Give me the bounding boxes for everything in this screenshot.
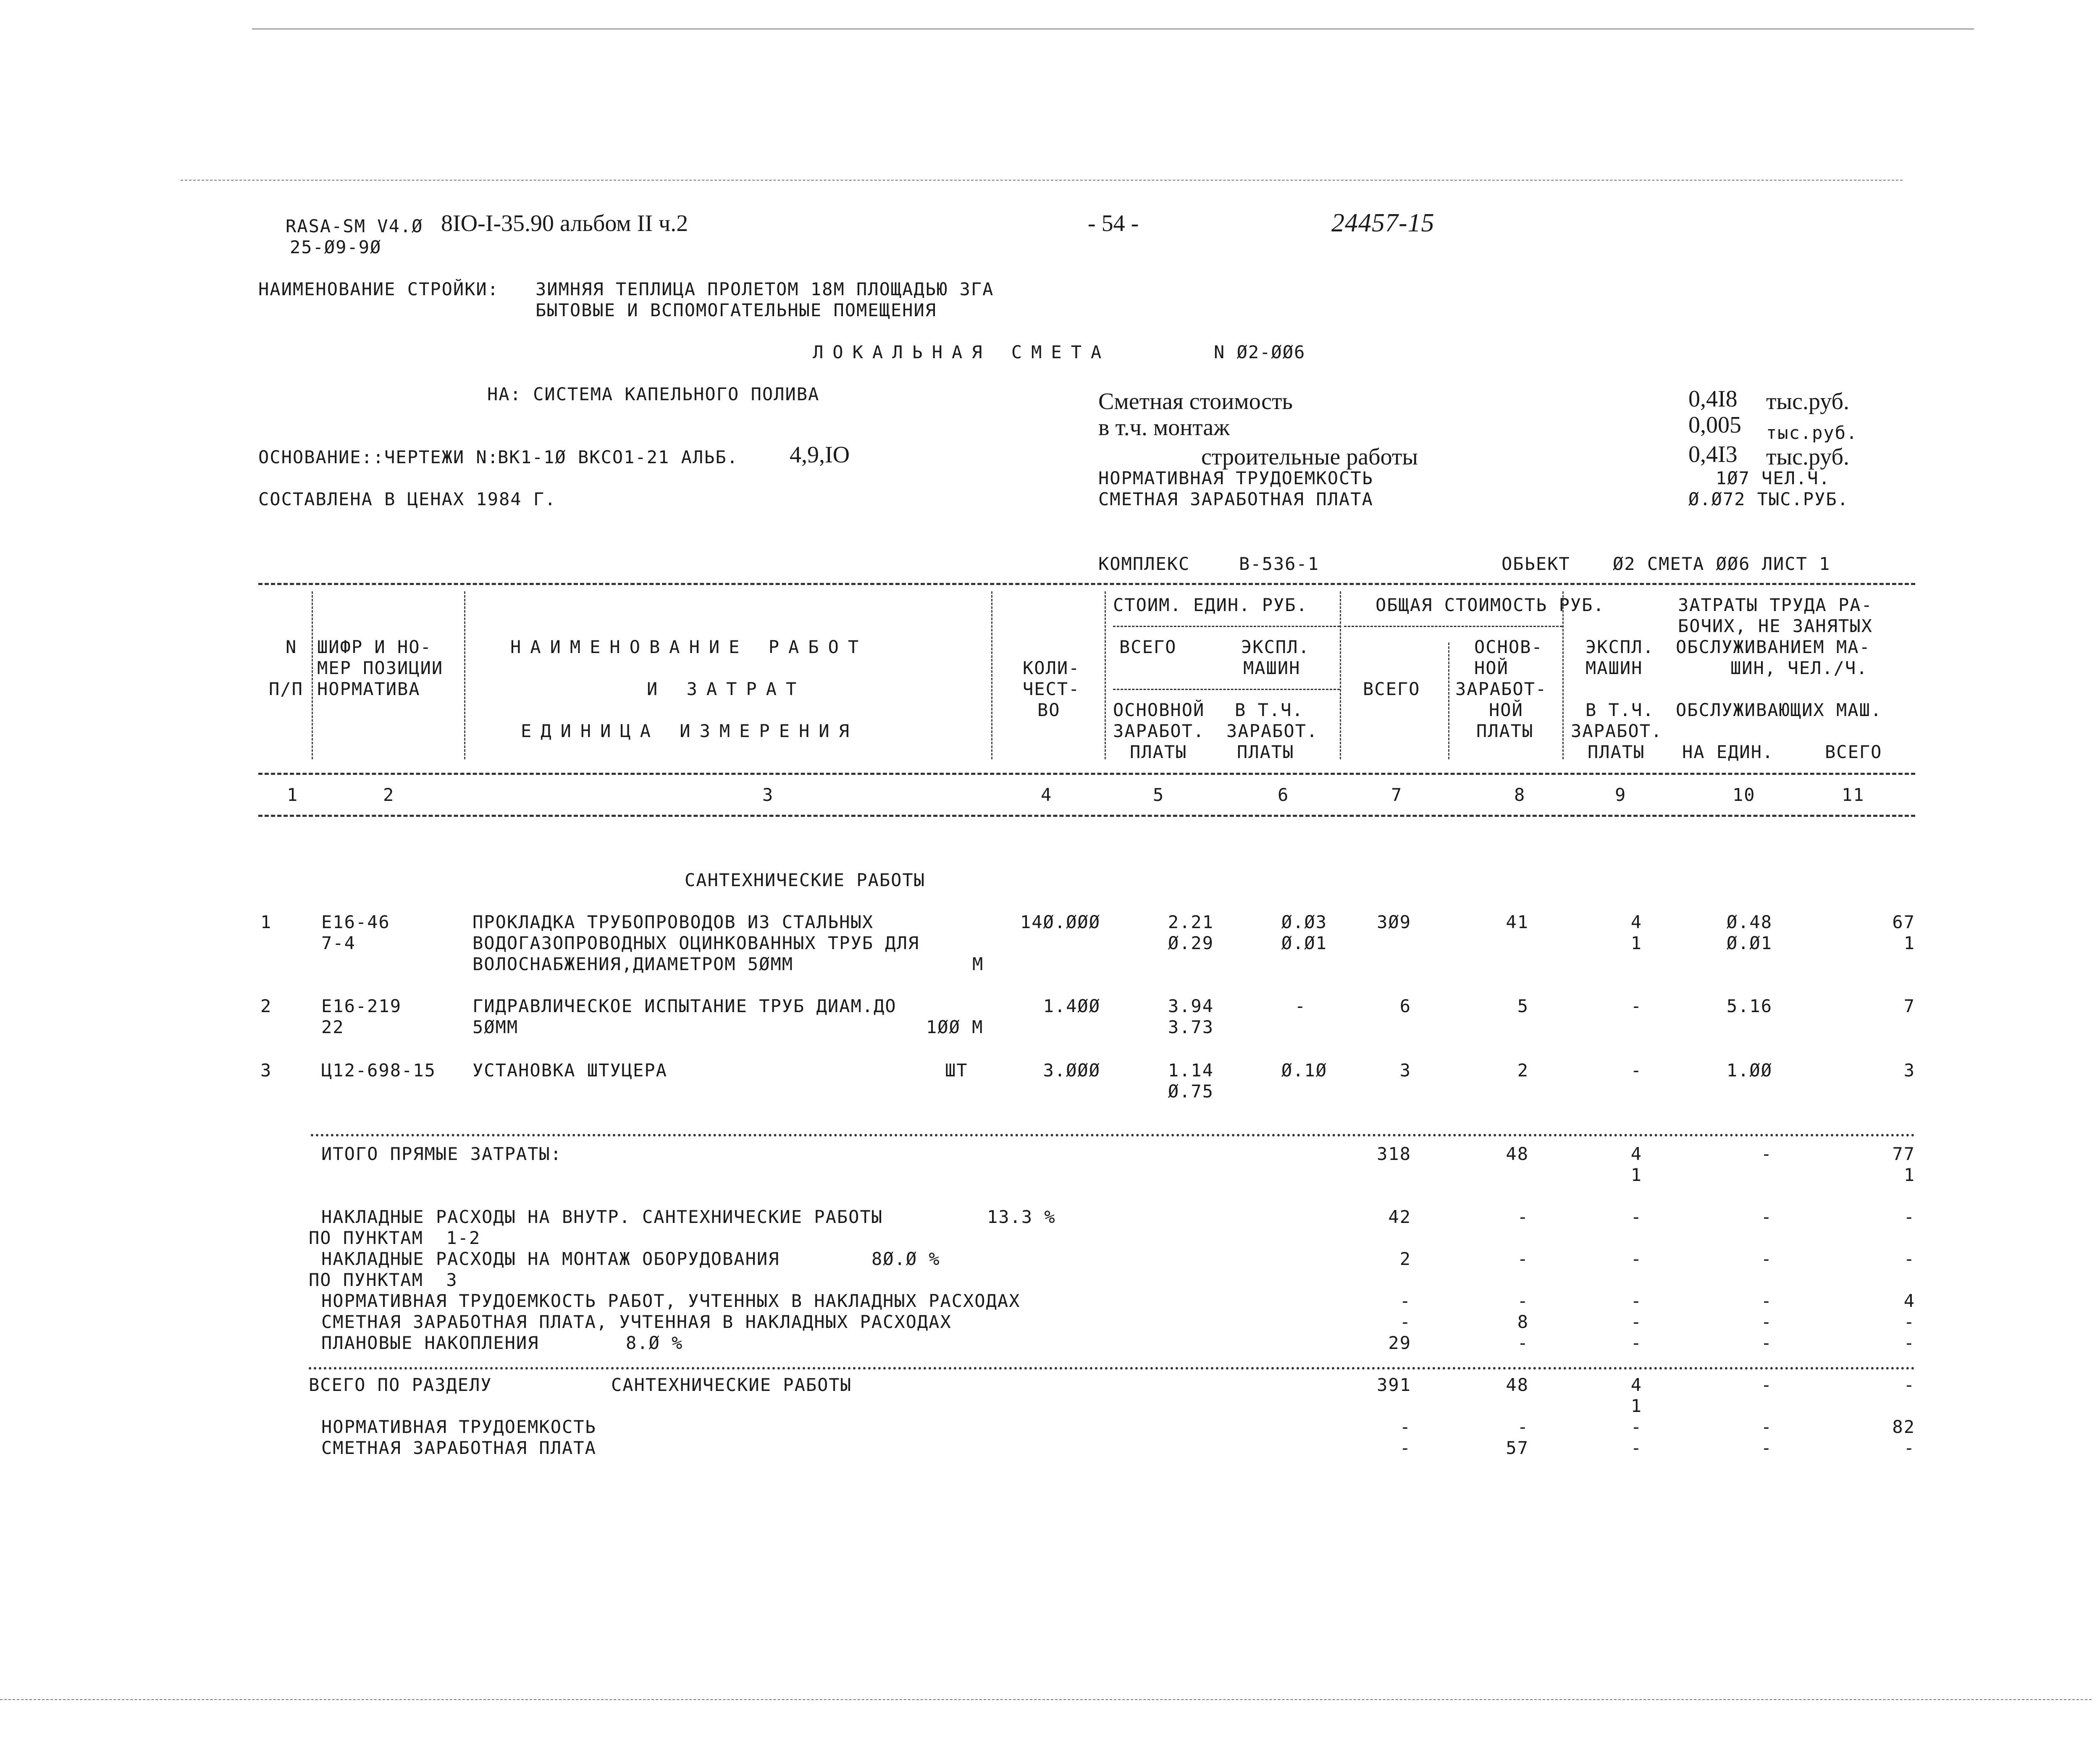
row1-c11-b: 1 [1903, 933, 1915, 953]
hdr-col3-b: И ЗАТРАТ [647, 679, 806, 699]
summary-mount-label: в т.ч. монтаж [1098, 415, 1230, 441]
hdr-unit-total: ВСЕГО [1119, 637, 1177, 657]
basis-handwritten: 4,9,IO [790, 442, 850, 468]
overhead2-c11: - [1903, 1249, 1915, 1269]
estimate-subject: НА: СИСТЕМА КАПЕЛЬНОГО ПОЛИВА [487, 384, 820, 404]
hdr-col3-c: ЕДИНИЦА ИЗМЕРЕНИЯ [521, 721, 858, 741]
row1-c11-a: 67 [1892, 912, 1915, 932]
colnum-bottom-rule [258, 815, 1915, 817]
row3-unit: ШТ [945, 1060, 968, 1081]
colnum-10: 10 [1732, 785, 1756, 805]
row2-c11: 7 [1903, 996, 1915, 1016]
col-sep-1 [312, 591, 313, 759]
print-date: 25-Ø9-9Ø [290, 237, 382, 257]
savings-c8: - [1517, 1333, 1529, 1353]
savings-c9: - [1630, 1333, 1642, 1353]
hdr-col1-n: N [286, 637, 297, 657]
row2-c9: - [1630, 996, 1642, 1016]
hdr-unit-incl-a: В Т.Ч. [1235, 700, 1304, 720]
construction-line-1: ЗИМНЯЯ ТЕПЛИЦА ПРОЛЕТОМ 18М ПЛОЩАДЬЮ 3ГА [536, 279, 994, 299]
hdr-col2-a: ШИФР И НО- [317, 637, 432, 657]
wage-c10: - [1761, 1438, 1772, 1458]
hdr-unit-basic-b: ЗАРАБОТ. [1113, 721, 1205, 741]
row3-qty: 3.ØØØ [1043, 1060, 1100, 1081]
estimate-number: N Ø2-ØØ6 [1214, 342, 1306, 362]
hdr-per-unit: НА ЕДИН. [1682, 742, 1774, 762]
row1-name-a: ПРОКЛАДКА ТРУБОПРОВОДОВ ИЗ СТАЛЬНЫХ [472, 912, 874, 932]
col-sep-6 [1340, 591, 1341, 759]
scan-bottom-rule [0, 1699, 2092, 1700]
colnum-3: 3 [762, 785, 774, 805]
hdr-total-basic-d: НОЙ [1489, 700, 1523, 720]
hdr-total-basic-e: ПЛАТЫ [1476, 721, 1534, 741]
estimate-title: ЛОКАЛЬНАЯ СМЕТА [813, 342, 1111, 362]
price-basis: СОСТАВЛЕНА В ЦЕНАХ 1984 Г. [258, 489, 556, 509]
row2-n: 2 [260, 996, 272, 1016]
overhead1-label: НАКЛАДНЫЕ РАСХОДЫ НА ВНУТР. САНТЕХНИЧЕСКИЕ РАБОТЫ [321, 1207, 883, 1227]
row1-c5-a: 2.21 [1168, 912, 1214, 932]
summary-mount-unit: тыс.руб. [1766, 422, 1858, 443]
overhead1-pct: 13.3 % [987, 1207, 1056, 1227]
basis-value: ВК1-1Ø ВКСО1-21 АЛЬБ. [498, 447, 739, 467]
row3-c10: 1.ØØ [1726, 1060, 1772, 1081]
hdr-labor-total: ВСЕГО [1825, 742, 1882, 762]
object-label: ОБЬЕКТ [1502, 554, 1570, 574]
hdr-unit-basic-c: ПЛАТЫ [1130, 742, 1187, 762]
norm-in-overhead-c9: - [1630, 1291, 1642, 1311]
row1-c10-a: Ø.48 [1726, 912, 1772, 932]
hdr-total-all: ВСЕГО [1363, 679, 1420, 699]
row3-c11: 3 [1903, 1060, 1915, 1081]
hdr-unit-mid-rule [1113, 689, 1340, 690]
col-sep-9 [1562, 591, 1564, 759]
hdr-total-cost-rule [1344, 626, 1562, 627]
norm-c7: - [1399, 1417, 1411, 1437]
summary-mount-value: 0,005 [1688, 412, 1741, 438]
row1-qty: 14Ø.ØØØ [1020, 912, 1100, 932]
colnum-7: 7 [1391, 785, 1403, 805]
section-total-c9-a: 4 [1630, 1375, 1642, 1395]
hdr-col2-c: НОРМАТИВА [317, 679, 420, 699]
basis-label: ОСНОВАНИЕ::ЧЕРТЕЖИ N: [258, 447, 499, 467]
hdr-total-cost: ОБЩАЯ СТОИМОСТЬ РУБ. [1376, 595, 1605, 615]
wage-c7: - [1399, 1438, 1411, 1458]
row1-c9-b: 1 [1630, 933, 1642, 953]
header-top-rule [258, 583, 1915, 585]
wage-in-overhead-c10: - [1761, 1312, 1772, 1332]
summary-labor-value: 1Ø7 ЧЕЛ.Ч. [1716, 468, 1830, 488]
document-number: 24457-15 [1331, 209, 1435, 237]
savings-c7: 29 [1388, 1333, 1411, 1353]
direct-c11-a: 77 [1892, 1144, 1915, 1164]
colnum-1: 1 [287, 785, 299, 805]
colnum-8: 8 [1514, 785, 1526, 805]
wage-in-overhead-c7: - [1399, 1312, 1411, 1332]
page-number: - 54 - [1088, 210, 1139, 236]
row2-qty: 1.4ØØ [1043, 996, 1100, 1016]
row3-c9: - [1630, 1060, 1642, 1081]
overhead1-c10: - [1761, 1207, 1772, 1227]
row2-name-a: ГИДРАВЛИЧЕСКОЕ ИСПЫТАНИЕ ТРУБ ДИАМ.ДО [472, 996, 897, 1016]
row3-n: 3 [260, 1060, 272, 1081]
totals-dotted-rule [311, 1134, 1915, 1136]
construction-line-2: БЫТОВЫЕ И ВСПОМОГАТЕЛЬНЫЕ ПОМЕЩЕНИЯ [536, 300, 937, 320]
col-sep-3 [991, 591, 992, 759]
row2-c7: 6 [1399, 996, 1411, 1016]
wage-label: СМЕТНАЯ ЗАРАБОТНАЯ ПЛАТА [321, 1438, 596, 1458]
overhead1-c8: - [1517, 1207, 1529, 1227]
wage-in-overhead-c11: - [1903, 1312, 1915, 1332]
row2-unit: 1ØØ М [926, 1017, 984, 1037]
row2-c8: 5 [1517, 996, 1529, 1016]
wage-c11: - [1903, 1438, 1915, 1458]
row1-c7: 3Ø9 [1377, 912, 1411, 932]
hdr-unit-cost-rule [1113, 626, 1340, 627]
row1-name-b: ВОДОГАЗОПРОВОДНЫХ ОЦИНКОВАННЫХ ТРУБ ДЛЯ [472, 933, 920, 953]
overhead2-label: НАКЛАДНЫЕ РАСХОДЫ НА МОНТАЖ ОБОРУДОВАНИЯ [321, 1249, 780, 1269]
hdr-col2-b: МЕР ПОЗИЦИИ [317, 658, 444, 678]
direct-c9-b: 1 [1630, 1165, 1642, 1185]
hdr-labor-d: ШИН, ЧЕЛ./Ч. [1730, 658, 1868, 678]
row1-name-c: ВОЛОСНАБЖЕНИЯ,ДИАМЕТРОМ 5ØММ [472, 954, 794, 974]
norm-c10: - [1761, 1417, 1772, 1437]
hdr-labor-a: ЗАТРАТЫ ТРУДА РА- [1678, 595, 1873, 615]
row2-name-b: 5ØММ [472, 1017, 519, 1037]
row3-c6: Ø.1Ø [1281, 1060, 1327, 1081]
summary-wage-label: СМЕТНАЯ ЗАРАБОТНАЯ ПЛАТА [1098, 489, 1373, 509]
overhead2-c7: 2 [1399, 1249, 1411, 1269]
col-sep-4 [1105, 591, 1106, 759]
album-reference: 8IO-I-35.90 альбом II ч.2 [441, 210, 688, 236]
hdr-unit-cost: СТОИМ. ЕДИН. РУБ. [1113, 595, 1308, 615]
norm-in-overhead-c10: - [1761, 1291, 1772, 1311]
row1-c8: 41 [1506, 912, 1529, 932]
colnum-4: 4 [1041, 785, 1053, 805]
row1-c10-b: Ø.Ø1 [1726, 933, 1772, 953]
summary-cost-value: 0,4I8 [1688, 386, 1738, 412]
hdr-labor-mach: ОБСЛУЖИВАЮЩИХ МАШ. [1676, 700, 1882, 720]
summary-wage-value: Ø.Ø72 ТЫС.РУБ. [1688, 489, 1849, 509]
summary-build-label: строительные работы [1201, 444, 1418, 470]
direct-c11-b: 1 [1903, 1165, 1915, 1185]
row3-code: Ц12-698-15 [321, 1060, 436, 1081]
overhead1-items: ПО ПУНКТАМ 1-2 [309, 1228, 481, 1248]
row3-name: УСТАНОВКА ШТУЦЕРА [472, 1060, 667, 1081]
direct-c10: - [1761, 1144, 1772, 1164]
section-title: САНТЕХНИЧЕСКИЕ РАБОТЫ [685, 870, 926, 890]
section-total-c10: - [1761, 1375, 1772, 1395]
row1-unit: М [972, 954, 984, 974]
colnum-2: 2 [383, 785, 395, 805]
section-total-dotted-rule [309, 1367, 1915, 1370]
summary-cost-unit: тыс.руб. [1766, 388, 1849, 415]
summary-labor-label: НОРМАТИВНАЯ ТРУДОЕМКОСТЬ [1098, 468, 1373, 488]
direct-costs-label: ИТОГО ПРЯМЫЕ ЗАТРАТЫ: [321, 1144, 562, 1164]
summary-cost-label: Сметная стоимость [1098, 388, 1293, 415]
header-bottom-rule [258, 773, 1915, 775]
section-total-name: САНТЕХНИЧЕСКИЕ РАБОТЫ [611, 1375, 852, 1395]
norm-c11: 82 [1892, 1417, 1915, 1437]
wage-c8: 57 [1506, 1438, 1529, 1458]
hdr-total-basic-b: НОЙ [1474, 658, 1509, 678]
colnum-9: 9 [1615, 785, 1627, 805]
hdr-labor-c: ОБСЛУЖИВАНИЕМ МА- [1676, 637, 1871, 657]
overhead2-c9: - [1630, 1249, 1642, 1269]
savings-pct: 8.Ø % [626, 1333, 683, 1353]
section-total-c7: 391 [1377, 1375, 1411, 1395]
object-value: Ø2 СМЕТА ØØ6 ЛИСТ 1 [1613, 554, 1831, 574]
wage-c9: - [1630, 1438, 1642, 1458]
section-total-c11: - [1903, 1375, 1915, 1395]
hdr-total-expl-b: МАШИН [1586, 658, 1643, 678]
norm-in-overhead-c11: 4 [1903, 1291, 1915, 1311]
row2-code-b: 22 [321, 1017, 344, 1037]
wage-in-overhead-c8: 8 [1517, 1312, 1529, 1332]
wage-in-overhead-c9: - [1630, 1312, 1642, 1332]
hdr-unit-expl-a: ЭКСПЛ. [1241, 637, 1310, 657]
hdr-total-incl-c: ПЛАТЫ [1588, 742, 1645, 762]
row2-c10: 5.16 [1726, 996, 1772, 1016]
complex-label: КОМПЛЕКС [1098, 554, 1190, 574]
row1-c6-a: Ø.Ø3 [1281, 912, 1327, 932]
construction-label: НАИМЕНОВАНИЕ СТРОЙКИ: [258, 279, 499, 299]
section-total-label: ВСЕГО ПО РАЗДЕЛУ [309, 1375, 492, 1395]
hdr-total-expl-a: ЭКСПЛ. [1586, 637, 1654, 657]
row1-code-b: 7-4 [321, 933, 356, 953]
row2-c5-b: 3.73 [1168, 1017, 1214, 1037]
direct-c8: 48 [1506, 1144, 1529, 1164]
colnum-6: 6 [1278, 785, 1289, 805]
hdr-col4-c: ВО [1037, 700, 1060, 720]
row1-c6-b: Ø.Ø1 [1281, 933, 1327, 953]
hdr-total-basic-c: ЗАРАБОТ- [1455, 679, 1547, 699]
col-sep-8 [1448, 643, 1449, 759]
section-total-c8: 48 [1506, 1375, 1529, 1395]
hdr-total-basic-a: ОСНОВ- [1474, 637, 1543, 657]
norm-in-overhead-label: НОРМАТИВНАЯ ТРУДОЕМКОСТЬ РАБОТ, УЧТЕННЫХ В НАКЛАДНЫХ РАСХОДАХ [321, 1291, 1021, 1311]
hdr-col1-pp: П/П [269, 679, 303, 699]
overhead1-c11: - [1903, 1207, 1915, 1227]
norm-c8: - [1517, 1417, 1529, 1437]
row2-code-a: Е16-219 [321, 996, 402, 1016]
row3-c7: 3 [1399, 1060, 1411, 1081]
colnum-11: 11 [1842, 785, 1865, 805]
row2-c5-a: 3.94 [1168, 996, 1214, 1016]
hdr-unit-incl-c: ПЛАТЫ [1237, 742, 1294, 762]
wage-in-overhead-label: СМЕТНАЯ ЗАРАБОТНАЯ ПЛАТА, УЧТЕННАЯ В НАКЛАДНЫХ РАСХОДАХ [321, 1312, 952, 1332]
colnum-5: 5 [1153, 785, 1165, 805]
hdr-col3-a: НАИМЕНОВАНИЕ РАБОТ [510, 637, 868, 657]
overhead2-pct: 8Ø.Ø % [872, 1249, 940, 1269]
norm-c9: - [1630, 1417, 1642, 1437]
hdr-unit-expl-b: МАШИН [1243, 658, 1301, 678]
norm-in-overhead-c7: - [1399, 1291, 1411, 1311]
row2-c6: - [1294, 996, 1306, 1016]
hdr-col4-a: КОЛИ- [1023, 658, 1080, 678]
program-name: RASA-SM V4.Ø [286, 216, 423, 236]
overhead2-items: ПО ПУНКТАМ 3 [309, 1270, 458, 1290]
overhead2-c10: - [1761, 1249, 1772, 1269]
norm-in-overhead-c8: - [1517, 1291, 1529, 1311]
overhead1-c9: - [1630, 1207, 1642, 1227]
summary-build-value: 0,4I3 [1688, 441, 1738, 467]
row3-c8: 2 [1517, 1060, 1529, 1081]
section-total-c9-b: 1 [1630, 1396, 1642, 1416]
row1-c9-a: 4 [1630, 912, 1642, 932]
hdr-unit-incl-b: ЗАРАБОТ. [1226, 721, 1318, 741]
overhead2-c8: - [1517, 1249, 1529, 1269]
col-sep-2 [464, 591, 465, 759]
savings-label: ПЛАНОВЫЕ НАКОПЛЕНИЯ [321, 1333, 539, 1353]
direct-c9-a: 4 [1630, 1144, 1642, 1164]
row1-code-a: Е16-46 [321, 912, 390, 932]
row3-c5-a: 1.14 [1168, 1060, 1214, 1081]
row1-n: 1 [260, 912, 272, 932]
hdr-col4-b: ЧЕСТ- [1023, 679, 1080, 699]
direct-c7: 318 [1377, 1144, 1411, 1164]
summary-build-unit: тыс.руб. [1766, 444, 1849, 470]
row3-c5-b: Ø.75 [1168, 1081, 1214, 1102]
overhead1-c7: 42 [1388, 1207, 1411, 1227]
savings-c10: - [1761, 1333, 1772, 1353]
hdr-unit-basic-a: ОСНОВНОЙ [1113, 700, 1205, 720]
savings-c11: - [1903, 1333, 1915, 1353]
scan-upper-rule [181, 180, 1903, 181]
hdr-labor-b: БОЧИХ, НЕ ЗАНЯТЫХ [1678, 616, 1873, 636]
row1-c5-b: Ø.29 [1168, 933, 1214, 953]
hdr-total-incl-a: В Т.Ч. [1586, 700, 1654, 720]
norm-label: НОРМАТИВНАЯ ТРУДОЕМКОСТЬ [321, 1417, 596, 1437]
hdr-total-incl-b: ЗАРАБОТ. [1571, 721, 1663, 741]
complex-value: В-536-1 [1239, 554, 1320, 574]
